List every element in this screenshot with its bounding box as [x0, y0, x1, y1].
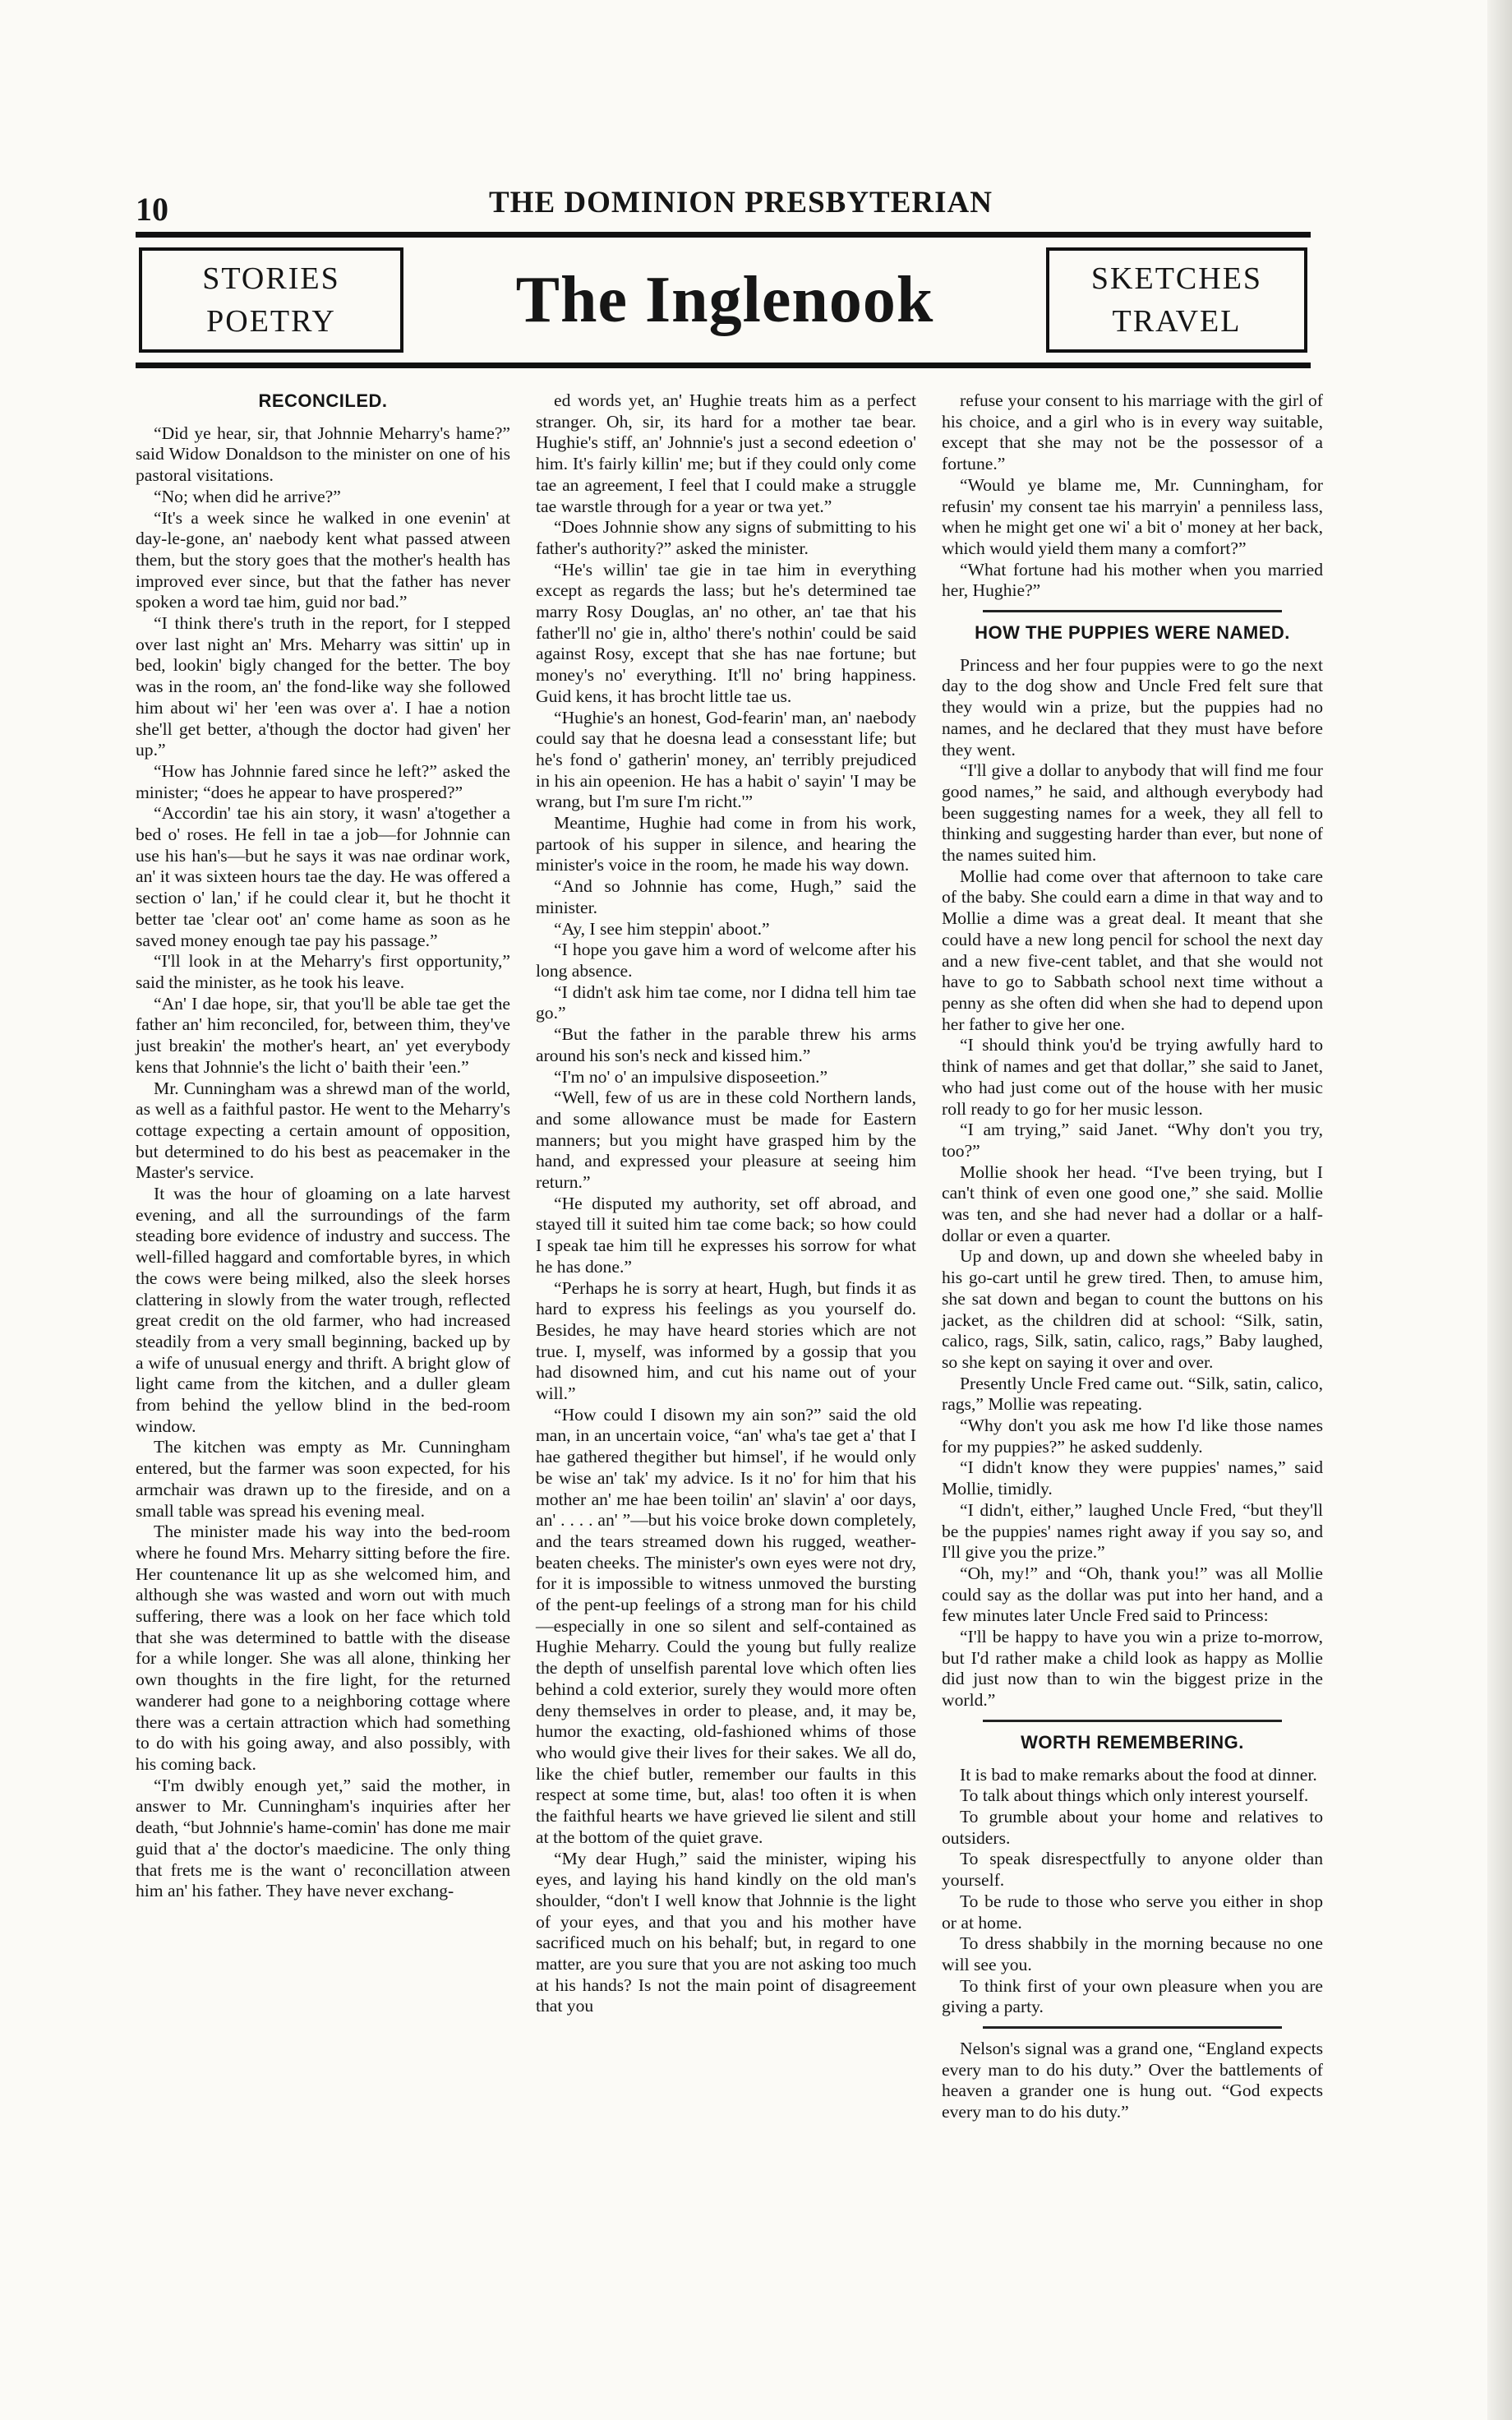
paragraph: “Does Johnnie show any signs of submitting to his father's authority?” asked the minister. [536, 517, 916, 558]
paragraph: “Well, few of us are in these cold Northern lands, and some allowance must be made for Eastern manners; but you might have grasped him by the hand, and expressed your pleasure at seeing him return.” [536, 1088, 916, 1193]
paragraph: The kitchen was empty as Mr. Cunningham entered, but the farmer was soon expected, for his armchair was drawn up to the fireside, and on a small table was spread his evening meal. [136, 1437, 510, 1521]
paragraph: “It's a week since he walked in one evenin' at day-le-gone, an' naebody kent what passed atween them, but the story goes that the mother's health has improved ever since, but that the father has never spoken a word tae him, guid nor bad.” [136, 507, 510, 612]
paragraph: Mollie shook her head. “I've been trying, but I can't think of even one good one,” she said. Mollie was ten, and she had never had a dollar or a half-dollar or even a quarter. [942, 1162, 1323, 1245]
paragraph: “I'll give a dollar to anybody that will find me four good names,” he said, and although everybody had been suggesting names for a week, they all fell to thinking and suggesting harder than ever, but none of the names suited him. [942, 760, 1323, 866]
worth-article-body [942, 1765, 1323, 2018]
paragraph: “But the father in the parable threw his arms around his son's neck and kissed him.” [536, 1024, 916, 1065]
puppies-article-body [942, 655, 1323, 1711]
scan-edge [1487, 0, 1512, 2420]
paragraph: To think first of your own pleasure when you are giving a party. [942, 1975, 1323, 2017]
column-3 [942, 390, 1323, 2123]
paragraph: Princess and her four puppies were to go the next day to the dog show and Uncle Fred felt sure that they would win a prize, but the puppies had no names, and he declared that they must have before they went. [942, 654, 1323, 760]
page-number: 10 [136, 191, 168, 228]
paper-title: THE DOMINION PRESBYTERIAN [489, 186, 993, 219]
divider-rule [983, 1720, 1282, 1722]
banner-right-box [1046, 247, 1307, 353]
paragraph: ed words yet, an' Hughie treats him as a perfect stranger. Oh, sir, its hard for a mother tae bear. Hughie's stiff, an' Johnnie's just a second edeetion o' him. It's fairly killin' me; but if they could only come tae an agreement, I feel that I could make a struggle tae warstle through for a year or twa yet.” [536, 390, 916, 516]
article-heading-worth: WORTH REMEMBERING. [1021, 1731, 1244, 1753]
paragraph: Meantime, Hughie had come in from his work, partook of his supper in silence, and hearing the minister's voice in the room, he made his way down. [536, 813, 916, 875]
paragraph: “No; when did he arrive?” [154, 486, 341, 506]
reconciled-part-1 [136, 423, 510, 1902]
paragraph: It was the hour of gloaming on a late harvest evening, and all the surroundings of the farm steading bore evidence of industry and success. The well-filled haggard and comfortable byres, in which the cows were being milked, also the sleek horses clattering in slowly from the water trough, reflected great credit on the old farmer, who had increased steadily from a very small beginning, backed up by a wife of unusual energy and thrift. A bright glow of light came from the kitchen, and a duller gleam from behind the yellow blind in the bed-room window. [136, 1184, 510, 1436]
paragraph: “I'm no' o' an impulsive disposeetion.” [554, 1066, 828, 1087]
banner-left-line1: STORIES [202, 261, 340, 296]
banner-right-line1: SKETCHES [1090, 261, 1263, 296]
divider-rule [983, 610, 1282, 612]
paragraph: “He disputed my authority, set off abroad, and stayed till it suited him tae come back; so how could I speak tae him till he expresses his sorrow for what he has done.” [536, 1193, 916, 1277]
paragraph: “And so Johnnie has come, Hugh,” said the minister. [536, 876, 916, 917]
paragraph: “I'll be happy to have you win a prize to-morrow, but I'd rather make a child look as happy as Mollie did just now than to win the biggest prize in the world.” [942, 1627, 1323, 1711]
banner-right-line2: TRAVEL [1112, 304, 1242, 339]
paragraph: Presently Uncle Fred came out. “Silk, satin, calico, rags,” Mollie was repeating. [942, 1373, 1323, 1415]
paragraph: refuse your consent to his marriage with the girl of his choice, and a girl who is in every way suitable, except that she may not be the possessor of a fortune.” [942, 390, 1323, 474]
paragraph: Up and down, up and down she wheeled baby in his go-cart until he grew tired. Then, to amuse him, she sat down and began to count the buttons on his jacket, as the children did at school: “Silk, satin, calico, rags, Silk, satin, calico, rags,” Baby laughed, so she kept on saying it over and over. [942, 1246, 1323, 1372]
paragraph: “Ay, I see him steppin' aboot.” [554, 918, 770, 939]
nelson-article-body [942, 2039, 1323, 2123]
banner-left-line2: POETRY [206, 304, 336, 339]
paragraph: “I hope you gave him a word of welcome after his long absence. [536, 940, 916, 981]
paragraph: “How could I disown my ain son?” said the old man, in an uncertain voice, “an' wha's tae get a' that I hae gathered thegither but himsel', if he would only be wise an' tak' my advice. Is it no' for him that his mother an' me hae been toilin' an' slavin' a' oor days, an' . . . . an' ”—but his voice broke down completely, and the tears streamed down his rugged, weather-beaten cheeks. The minister's own eyes were not dry, for it is impossible to witness unmoved the bursting of the pent-up feelings of a strong man for his child—especially in one so silent and self-contained as Hughie Meharry. Could the young but fully realize the depth of unselfish parental love which often lies behind a cold exterior, surely they would more often deny themselves in order to please, and, it may be, humor the exacting, old-fashioned whims of those who would give their lives for their sakes. We all do, like the chief butler, remember our faults in this respect at some time, but, alas! too often it is when the faithful hearts we have grieved lie silent and still at the bottom of the quiet grave. [536, 1404, 916, 1847]
paragraph: “I didn't, either,” laughed Uncle Fred, “but they'll be the puppies' names right away if you say so, and I'll give you the prize.” [942, 1499, 1323, 1563]
paragraph: “I should think you'd be trying awfully hard to think of names and get that dollar,” she said to Janet, who had just come out of the house with her music roll ready to go for her music lesson. [942, 1035, 1323, 1119]
paragraph: Mr. Cunningham was a shrewd man of the world, as well as a faithful pastor. He went to the Meharry's cottage expecting a certain amount of opposition, but determined to do his best as peacemaker in the Master's service. [136, 1078, 510, 1183]
paragraph: “He's willin' tae gie in tae him in everything except as regards the lass; but he's determined tae marry Rosy Douglas, an' no other, an' tae that his father'll no' gie in, altho' there's nothin' could be said against Rosy, except that she has nae fortune; but money's no' everything. It'll no' bring happiness. Guid kens, it has brocht little tae us. [536, 559, 916, 706]
article-heading-puppies: HOW THE PUPPIES WERE NAMED. [975, 622, 1290, 644]
paragraph: Mollie had come over that afternoon to take care of the baby. She could earn a dime in that way and to Mollie a dime was a great deal. It meant that she could have a new long pencil for school the next day and a new five-cent tablet, and that she would not have to go to Sabbath school next time without a penny as she often did when she had to depend upon her father to give her one. [942, 866, 1323, 1034]
banner-title: The Inglenook [515, 263, 934, 336]
paragraph: “Would ye blame me, Mr. Cunningham, for refusin' my consent tae his marryin' a penniless lass, when he might get one wi' a bit o' money at her back, which would yield them many a comfort?” [942, 474, 1323, 558]
reconciled-part-2 [536, 390, 916, 2017]
banner-left-box [139, 247, 403, 353]
divider-rule [983, 2026, 1282, 2029]
paragraph: To be rude to those who serve you either in shop or at home. [942, 1891, 1323, 1933]
paragraph: “I'll look in at the Meharry's first opportunity,” said the minister, as he took his leave. [136, 951, 510, 992]
paragraph: “I didn't ask him tae come, nor I didna tell him tae go.” [536, 981, 916, 1023]
paragraph: Nelson's signal was a grand one, “England expects every man to do his duty.” Over the battlements of heaven a grander one is hung out. “God expects every man to do his duty.” [942, 2039, 1323, 2122]
paragraph: “Perhaps he is sorry at heart, Hugh, but finds it as hard to express his feelings as you yourself do. Besides, he may have heard stories which are not true. I, myself, was informed by a gossip that you had disowned him, and cut his name out of your will.” [536, 1277, 916, 1404]
paragraph: “I'm dwibly enough yet,” said the mother, in answer to Mr. Cunningham's inquiries after her death, “but Johnnie's hame-comin' has done me mair guid that a' the doctor's maedicine. The only thing that frets me is the want o' reconcillation atween him an' his father. They have never exchang- [136, 1775, 510, 1901]
column-1 [136, 390, 510, 1902]
paragraph: To dress shabbily in the morning because no one will see you. [942, 1933, 1323, 1974]
paragraph: “An' I dae hope, sir, that you'll be able tae get the father an' him reconciled, for, between thim, they've just breakin' the mother's heart, an' yet everybody kens that Johnnie's the licht o' baith their 'een.” [136, 993, 510, 1077]
paragraph: “Why don't you ask me how I'd like those names for my puppies?” he asked suddenly. [942, 1416, 1323, 1457]
paragraph: To talk about things which only interest yourself. [960, 1785, 1309, 1806]
paragraph: “Did ye hear, sir, that Johnnie Meharry's hame?” said Widow Donaldson to the minister on one of his pastoral visitations. [136, 423, 510, 486]
paragraph: “My dear Hugh,” said the minister, wiping his eyes, and laying his hand kindly on the old man's shoulder, “don't I well know that Johnnie is the light of your eyes, and that you and his mother have sacrificed much on his behalf; but, in regard to one matter, are you sure that you are not asking too much at his hands? Is not the main point of disagreement that you [536, 1848, 916, 2016]
section-banner [136, 232, 1311, 368]
paragraph: “I didn't know they were puppies' names,” said Mollie, timidly. [942, 1457, 1323, 1499]
paragraph: “What fortune had his mother when you married her, Hughie?” [942, 559, 1323, 601]
paragraph: It is bad to make remarks about the food at dinner. [960, 1764, 1317, 1785]
paragraph: “I think there's truth in the report, for I stepped over last night an' Mrs. Meharry was sittin' up in bed, lookin' bigly changed for the better. The boy was in the room, an' the fond-like way she followed him about wi' her 'een was over a'. I hae a notion she'll get better, a'though the doctor had given' her up.” [136, 613, 510, 760]
running-head [136, 185, 1311, 234]
paragraph: To grumble about your home and relatives to outsiders. [942, 1807, 1323, 1848]
article-heading-reconciled: RECONCILED. [258, 390, 388, 411]
column-2 [536, 390, 916, 2017]
paragraph: “Oh, my!” and “Oh, thank you!” was all Mollie could say as the dollar was put into her hand, and a few minutes later Uncle Fred said to Princess: [942, 1563, 1323, 1626]
paragraph: “Accordin' tae his ain story, it wasn' a'together a bed o' roses. He fell in tae a job—for Johnnie can use his han's—but he says it was nae ordinar work, an' it was sixteen hours tae the day. He was offered a section o' lan,' if he could clear it, but he thocht it better tae 'clear oot' an' come hame as soon as he saved money enough tae pay his passage.” [136, 803, 510, 950]
paragraph: “How has Johnnie fared since he left?” asked the minister; “does he appear to have prospered?” [136, 760, 510, 802]
reconciled-part-3 [942, 390, 1323, 602]
paragraph: To speak disrespectfully to anyone older than yourself. [942, 1849, 1323, 1891]
paragraph: “Hughie's an honest, God-fearin' man, an' naebody could say that he doesna lead a consesstant life; but he's fond o' gatherin' money, an' terribly prejudiced in his ain opeenion. He has a habit o' sayin' 'I may be wrang, but I'm sure I'm richt.'” [536, 707, 916, 812]
paragraph: “I am trying,” said Janet. “Why don't you try, too?” [942, 1120, 1323, 1161]
paragraph: The minister made his way into the bed-room where he found Mrs. Meharry sitting before the fire. Her countenance lit up as she welcomed him, and although she was wasted and worn out with much suffering, there was a look on her face which told that she was determined to battle with the disease for a while longer. She was all alone, thinking her own thoughts in the fire light, for the returned wanderer had gone to a neighboring cottage where there was a certain attraction which had something to do with his going away, and also possibly, with his coming back. [136, 1522, 510, 1774]
